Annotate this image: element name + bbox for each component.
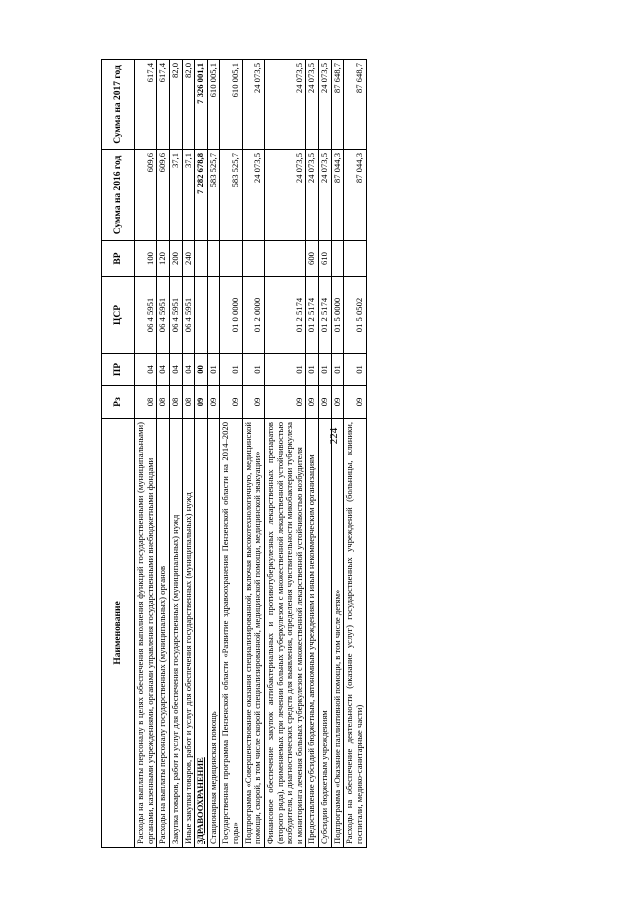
cell-rz: 08 [135, 386, 157, 419]
cell-sum-2017: 82,0 [169, 60, 182, 150]
cell-csr: 01 2 0000 [242, 277, 264, 354]
cell-rz: 08 [169, 386, 182, 419]
cell-sum-2017: 24 073,5 [306, 60, 319, 150]
cell-rz: 09 [331, 386, 344, 419]
table-body [135, 60, 367, 848]
cell-name: Иные закупки товаров, работ и услуг для обеспечения государственных (муниципальных) нужд [182, 419, 195, 848]
cell-vr: 120 [157, 241, 170, 277]
cell-name: Расходы на обеспечение деятельности (оказание услуг) государственных учреждений (больницы, клиники, госпитали, медико-санитарные части) [344, 419, 366, 848]
cell-sum-2016: 24 073,5 [242, 150, 264, 241]
cell-pr: 00 [195, 354, 208, 386]
cell-pr: 01 [344, 354, 366, 386]
cell-sum-2016: 37,1 [182, 150, 195, 241]
cell-vr: 610 [319, 241, 332, 277]
cell-sum-2017: 617,4 [157, 60, 170, 150]
cell-name: ЗДРАВООХРАНЕНИЕ [195, 419, 208, 848]
table-row [319, 60, 332, 848]
cell-pr: 01 [306, 354, 319, 386]
cell-pr: 04 [157, 354, 170, 386]
cell-sum-2016: 583 525,7 [220, 150, 242, 241]
header-csr: ЦСР [102, 277, 135, 354]
table-row [157, 60, 170, 848]
cell-rz: 09 [242, 386, 264, 419]
cell-pr: 04 [135, 354, 157, 386]
cell-vr: 100 [135, 241, 157, 277]
table-row [242, 60, 264, 848]
cell-sum-2016: 7 282 678,8 [195, 150, 208, 241]
cell-sum-2016: 37,1 [169, 150, 182, 241]
cell-sum-2017: 24 073,5 [242, 60, 264, 150]
cell-name: Закупка товаров, работ и услуг для обеспечения государственных (муниципальных) нужд [169, 419, 182, 848]
header-vr: ВР [102, 241, 135, 277]
cell-vr [220, 241, 242, 277]
rotated-page-content [101, 60, 551, 848]
cell-csr: 01 5 0000 [331, 277, 344, 354]
cell-pr: 01 [319, 354, 332, 386]
cell-vr [207, 241, 220, 277]
cell-sum-2017: 87 648,7 [344, 60, 366, 150]
cell-name: Государственная программа Пензенской области «Развитие здравоохранения Пензенской области на 2014–2020 годы» [220, 419, 242, 848]
cell-csr: 01 2 5174 [306, 277, 319, 354]
table-row [135, 60, 157, 848]
page-number: 224 [328, 427, 340, 445]
cell-name: Подпрограмма «Совершенствование оказания специализированной, включая высокотехнологичную, медицинской помощи, скорой, в том числе скорой специализированной, медицинской помощи, медицинской эвакуации» [242, 419, 264, 848]
header-sum-2017: Сумма на 2017 год [102, 60, 135, 150]
cell-sum-2016: 609,6 [135, 150, 157, 241]
cell-csr: 06 4 5951 [182, 277, 195, 354]
cell-pr: 01 [242, 354, 264, 386]
header-rz: Рз [102, 386, 135, 419]
cell-name: Расходы на выплаты персоналу государственных (муниципальных) органов [157, 419, 170, 848]
cell-rz: 09 [264, 386, 306, 419]
cell-name: Финансовое обеспечение закупок антибактериальных и противотуберкулезных лекарственных препаратов (второго ряда), применяемых при лечении больных туберкулезом с множественной лекарственной устойчивостью возбудителя, и диагностических средств для выявления, определения чувствительности микобактерии туберкулеза и мониторинга лечения больных туберкулезом с множественной лекарственной устойчивостью возбудителя [264, 419, 306, 848]
cell-sum-2017: 82,0 [182, 60, 195, 150]
table-row [331, 60, 344, 848]
cell-sum-2017: 617,4 [135, 60, 157, 150]
table-header-row [102, 60, 135, 848]
cell-name: Предоставление субсидий бюджетным, автономным учреждениям и иным некоммерческим организациям [306, 419, 319, 848]
table-row [220, 60, 242, 848]
header-name: Наименование [102, 419, 135, 848]
cell-name: Субсидии бюджетным учреждениям [319, 419, 332, 848]
cell-csr [207, 277, 220, 354]
cell-sum-2017: 24 073,5 [264, 60, 306, 150]
cell-sum-2017: 7 326 001,1 [195, 60, 208, 150]
cell-vr: 200 [169, 241, 182, 277]
cell-pr: 04 [182, 354, 195, 386]
cell-csr: 01 5 0502 [344, 277, 366, 354]
cell-csr [195, 277, 208, 354]
cell-vr [242, 241, 264, 277]
header-sum-2016: Сумма на 2016 год [102, 150, 135, 241]
cell-sum-2016: 583 525,7 [207, 150, 220, 241]
cell-rz: 08 [182, 386, 195, 419]
cell-pr: 01 [264, 354, 306, 386]
table-row [264, 60, 306, 848]
cell-pr: 01 [207, 354, 220, 386]
cell-vr: 240 [182, 241, 195, 277]
cell-rz: 09 [319, 386, 332, 419]
table-row [344, 60, 366, 848]
cell-name: Расходы на выплаты персоналу в целях обеспечения выполнения функций государственными (муниципальными) органами, казенными учреждениями, органами управления государственными внебюджетными фондами [135, 419, 157, 848]
cell-csr: 06 4 5951 [157, 277, 170, 354]
cell-rz: 09 [306, 386, 319, 419]
cell-csr: 01 2 5174 [319, 277, 332, 354]
cell-csr: 01 0 0000 [220, 277, 242, 354]
cell-csr: 06 4 5951 [169, 277, 182, 354]
cell-rz: 08 [157, 386, 170, 419]
cell-vr [331, 241, 344, 277]
cell-rz: 09 [207, 386, 220, 419]
cell-sum-2016: 87 044,3 [344, 150, 366, 241]
cell-sum-2016: 24 073,5 [264, 150, 306, 241]
cell-vr: 600 [306, 241, 319, 277]
cell-sum-2016: 24 073,5 [319, 150, 332, 241]
cell-pr: 01 [331, 354, 344, 386]
cell-pr: 04 [169, 354, 182, 386]
cell-name: Стационарная медицинская помощь [207, 419, 220, 848]
cell-vr [344, 241, 366, 277]
budget-table [101, 59, 367, 848]
cell-csr: 06 4 5951 [135, 277, 157, 354]
table-row [195, 60, 208, 848]
cell-rz: 09 [344, 386, 366, 419]
table-row [207, 60, 220, 848]
cell-pr: 01 [220, 354, 242, 386]
header-pr: ПР [102, 354, 135, 386]
cell-sum-2016: 24 073,5 [306, 150, 319, 241]
cell-sum-2017: 24 073,5 [319, 60, 332, 150]
cell-sum-2017: 610 005,1 [207, 60, 220, 150]
cell-sum-2017: 87 648,7 [331, 60, 344, 150]
cell-vr [264, 241, 306, 277]
cell-sum-2017: 610 005,1 [220, 60, 242, 150]
cell-sum-2016: 609,6 [157, 150, 170, 241]
cell-csr: 01 2 5174 [264, 277, 306, 354]
cell-sum-2016: 87 044,3 [331, 150, 344, 241]
table-row [306, 60, 319, 848]
cell-name: Подпрограмма «Оказание паллиативной помощи, в том числе детям» [331, 419, 344, 848]
table-row [169, 60, 182, 848]
table-row [182, 60, 195, 848]
cell-rz: 09 [195, 386, 208, 419]
cell-rz: 09 [220, 386, 242, 419]
cell-vr [195, 241, 208, 277]
